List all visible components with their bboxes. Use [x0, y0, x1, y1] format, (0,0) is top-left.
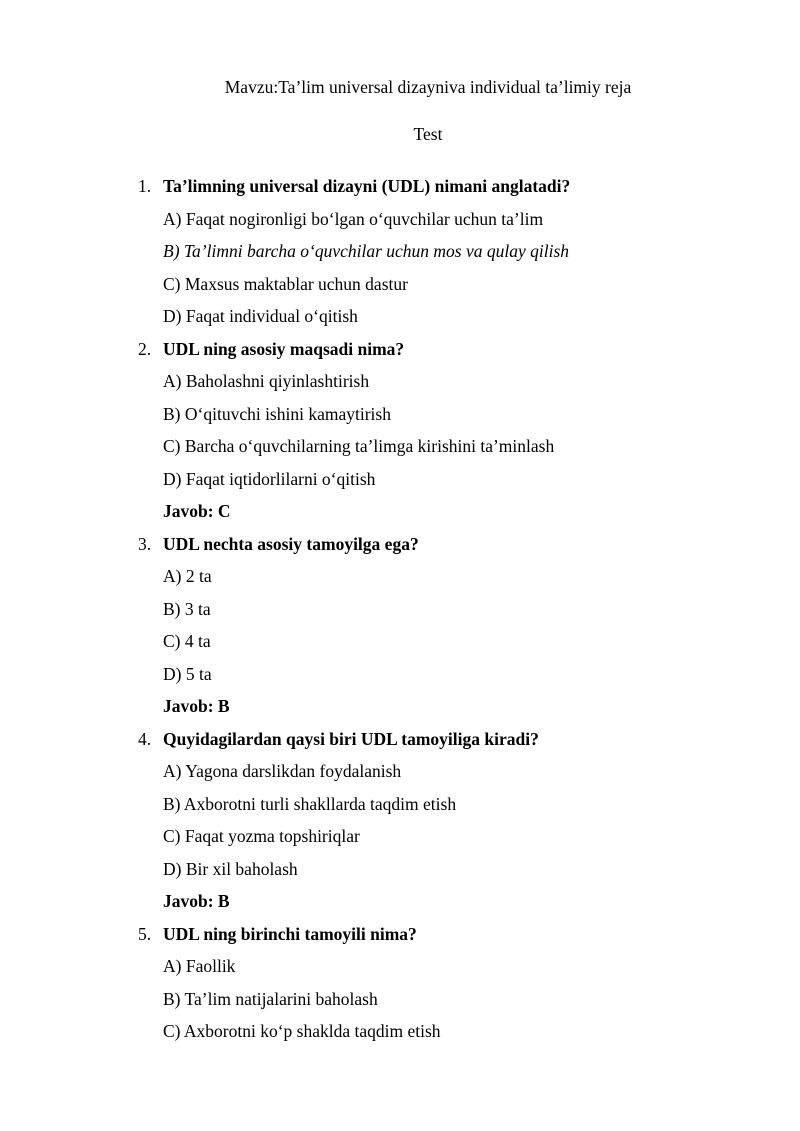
- option-c: C) 4 ta: [163, 631, 211, 651]
- question-number: 3.: [138, 533, 152, 554]
- question-number: 5.: [138, 923, 152, 944]
- answer-label: Javob: B: [163, 891, 230, 911]
- option-c: C) Barcha o‘quvchilarning ta’limga kirishini ta’minlash: [163, 436, 555, 456]
- question-item: [0, 920, 800, 953]
- option-b: B) O‘qituvchi ishini kamaytirish: [163, 403, 391, 424]
- option-b: B) 3 ta: [163, 598, 211, 619]
- option-d: D) 5 ta: [163, 663, 212, 684]
- question-number: 2.: [138, 338, 152, 359]
- document-subtitle: Test: [413, 124, 443, 144]
- question-number: 1.: [138, 176, 152, 196]
- option-c: C) Faqat yozma topshiriqlar: [163, 826, 360, 846]
- answer-label: Javob: C: [163, 501, 231, 521]
- option-a: A) Faollik: [163, 956, 236, 976]
- question-text: UDL ning asosiy maqsadi nima?: [163, 338, 405, 359]
- question-item: [0, 172, 800, 205]
- document-title: Mavzu:Ta’lim universal dizayniva individual ta’limiy reja: [224, 77, 632, 97]
- option-b: B) Ta’limni barcha o‘quvchilar uchun mos va qulay qilish: [163, 241, 570, 261]
- option-a: A) Yagona darslikdan foydalanish: [163, 761, 402, 781]
- option-a: A) Baholashni qiyinlashtirish: [163, 371, 370, 391]
- question-text: UDL nechta asosiy tamoyilga ega?: [163, 533, 419, 554]
- option-b: B) Axborotni turli shakllarda taqdim etish: [163, 793, 457, 814]
- option-d: D) Bir xil baholash: [163, 858, 298, 879]
- question-text: Quyidagilardan qaysi biri UDL tamoyiliga kiradi?: [163, 728, 539, 749]
- answer-label: Javob: B: [163, 696, 230, 716]
- question-list: [0, 172, 800, 1050]
- option-a: A) Faqat nogironligi bo‘lgan o‘quvchilar uchun ta’lim: [163, 208, 544, 229]
- option-d: D) Faqat individual o‘qitish: [163, 306, 358, 326]
- question-item: [0, 530, 800, 563]
- option-a: A) 2 ta: [163, 566, 212, 586]
- option-c: C) Axborotni ko‘p shaklda taqdim etish: [163, 1021, 441, 1041]
- question-item: [0, 725, 800, 758]
- option-b: B) Ta’lim natijalarini baholash: [163, 988, 378, 1009]
- option-d: D) Faqat iqtidorlilarni o‘qitish: [163, 468, 376, 489]
- question-number: 4.: [138, 728, 152, 749]
- option-c: C) Maxsus maktablar uchun dastur: [163, 273, 408, 294]
- question-text: Ta’limning universal dizayni (UDL) nimani anglatadi?: [163, 176, 571, 196]
- question-item: [0, 335, 800, 368]
- question-text: UDL ning birinchi tamoyili nima?: [163, 923, 417, 944]
